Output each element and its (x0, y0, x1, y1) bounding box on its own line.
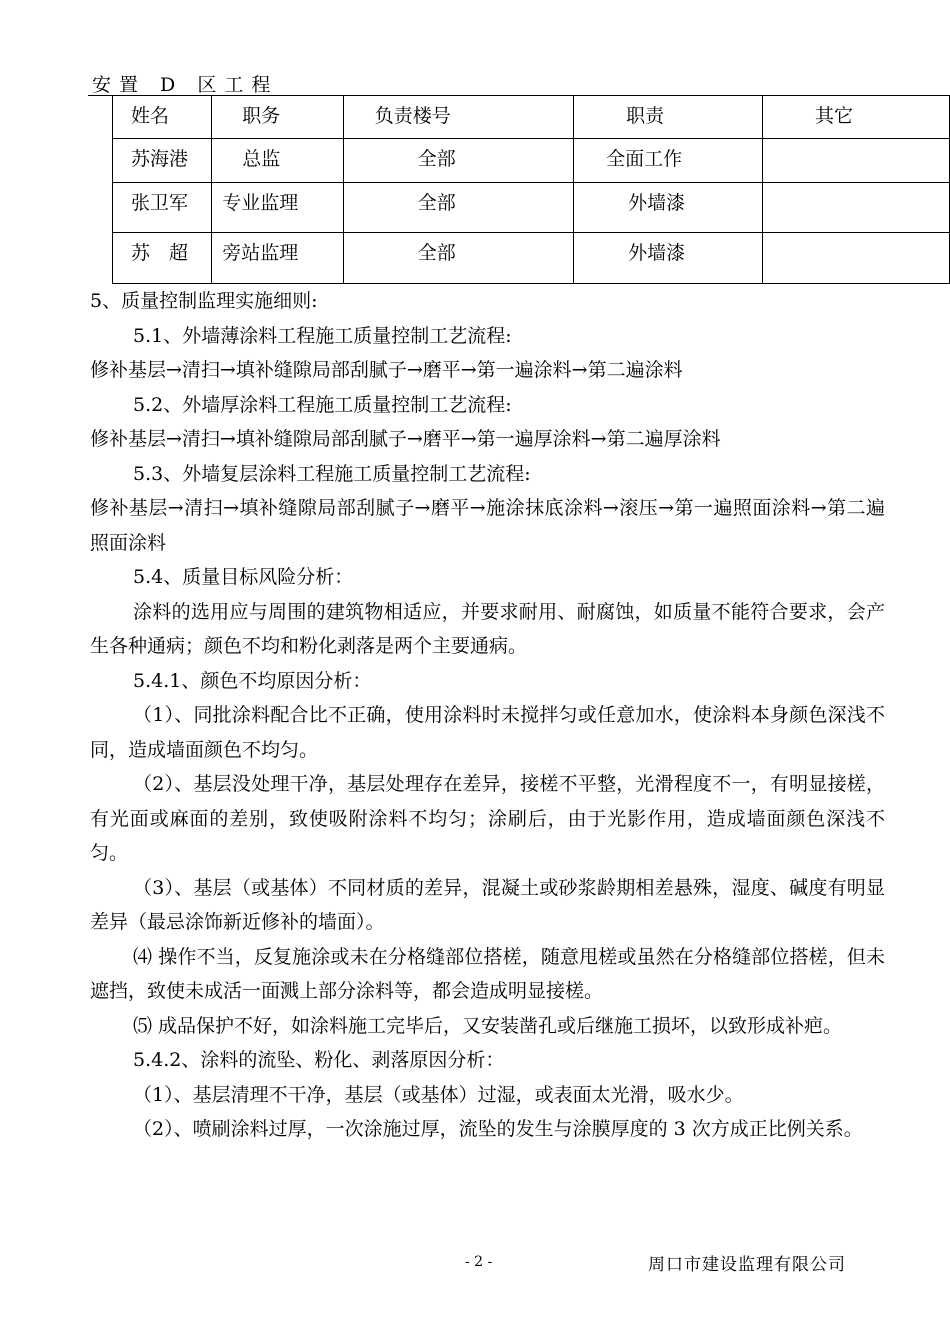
cell-duty: 外墙漆 (574, 233, 763, 284)
cell-other (763, 139, 950, 183)
cell-position: 总监 (212, 139, 343, 183)
table-row (113, 233, 950, 284)
document-body (90, 284, 885, 1147)
header-cell-other: 其它 (763, 96, 950, 139)
paragraph: （2）、喷刷涂料过厚，一次涂施过厚，流坠的发生与涂膜厚度的 3 次方成正比例关系。 (133, 1118, 863, 1140)
process-flow: 修补基层→清扫→填补缝隙局部刮腻子→磨平→第一遍厚涂料→第二遍厚涂料 (90, 428, 721, 450)
cell-name: 苏海港 (113, 139, 212, 183)
page-header-title: 安置 D 区工程 (92, 74, 279, 96)
subsection-heading: 5.1、外墙薄涂料工程施工质量控制工艺流程: (133, 324, 512, 347)
cell-building: 全部 (343, 233, 573, 284)
page-number: - 2 - (465, 1254, 493, 1270)
cell-position: 专业监理 (212, 183, 343, 233)
paragraph: （1）、基层清理不干净，基层（或基体）过湿，或表面太光滑，吸水少。 (133, 1083, 744, 1106)
cell-name: 苏 超 (113, 233, 212, 284)
subsection-heading: 5.3、外墙复层涂料工程施工质量控制工艺流程: (133, 462, 531, 485)
cell-position: 旁站监理 (212, 233, 343, 284)
header-cell-building: 负责楼号 (343, 96, 573, 139)
cell-name: 张卫军 (113, 183, 212, 233)
cell-duty: 全面工作 (574, 139, 763, 183)
subsection-heading: 5.2、外墙厚涂料工程施工质量控制工艺流程: (133, 393, 512, 416)
header-cell-duty: 职责 (574, 96, 763, 139)
staff-table (112, 95, 950, 284)
subsection-heading: 5.4.2、涂料的流坠、粉化、剥落原因分析： (133, 1049, 505, 1071)
table-row (113, 139, 950, 183)
process-flow: 修补基层→清扫→填补缝隙局部刮腻子→磨平→施涂抹底涂料→滚压→第一遍照面涂料→第二遍照面涂料 (90, 497, 885, 554)
subsection-heading: 5.4、质量目标风险分析： (133, 566, 354, 588)
paragraph: （1）、同批涂料配合比不正确，使用涂料时未搅拌匀或任意加水，使涂料本身颜色深浅不同，造成墙面颜色不均匀。 (90, 704, 885, 761)
cell-other (763, 183, 950, 233)
paragraph: （3）、基层（或基体）不同材质的差异，混凝土或砂浆龄期相差悬殊，湿度、碱度有明显差异（最忌涂饰新近修补的墙面）。 (90, 876, 885, 933)
section-heading: 5、质量控制监理实施细则: (90, 290, 318, 312)
header-cell-name: 姓名 (113, 96, 212, 139)
paragraph: （2）、基层没处理干净，基层处理存在差异，接槎不平整，光滑程度不一，有明显接槎，有光面或麻面的差别，致使吸附涂料不均匀；涂刷后，由于光影作用，造成墙面颜色深浅不匀。 (90, 773, 885, 864)
cell-building: 全部 (343, 183, 573, 233)
subsection-heading: 5.4.1、颜色不均原因分析： (133, 669, 372, 692)
paragraph: ⑷ 操作不当，反复施涂或未在分格缝部位搭槎，随意甩槎或虽然在分格缝部位搭槎，但未遮挡，致使未成活一面溅上部分涂料等，都会造成明显接槎。 (90, 945, 885, 1002)
paragraph: 涂料的选用应与周围的建筑物相适应，并要求耐用、耐腐蚀，如质量不能符合要求，会产生各种通病；颜色不均和粉化剥落是两个主要通病。 (90, 600, 885, 657)
table-row (113, 183, 950, 233)
cell-other (763, 233, 950, 284)
process-flow: 修补基层→清扫→填补缝隙局部刮腻子→磨平→第一遍涂料→第二遍涂料 (90, 359, 683, 381)
footer-company: 周口市建设监理有限公司 (648, 1255, 846, 1275)
table-header-row (113, 96, 950, 139)
cell-building: 全部 (343, 139, 573, 183)
paragraph: ⑸ 成品保护不好，如涂料施工完毕后，又安装凿孔或后继施工损坏，以致形成补疤。 (133, 1014, 843, 1037)
header-cell-position: 职务 (212, 96, 343, 139)
cell-duty: 外墙漆 (574, 183, 763, 233)
